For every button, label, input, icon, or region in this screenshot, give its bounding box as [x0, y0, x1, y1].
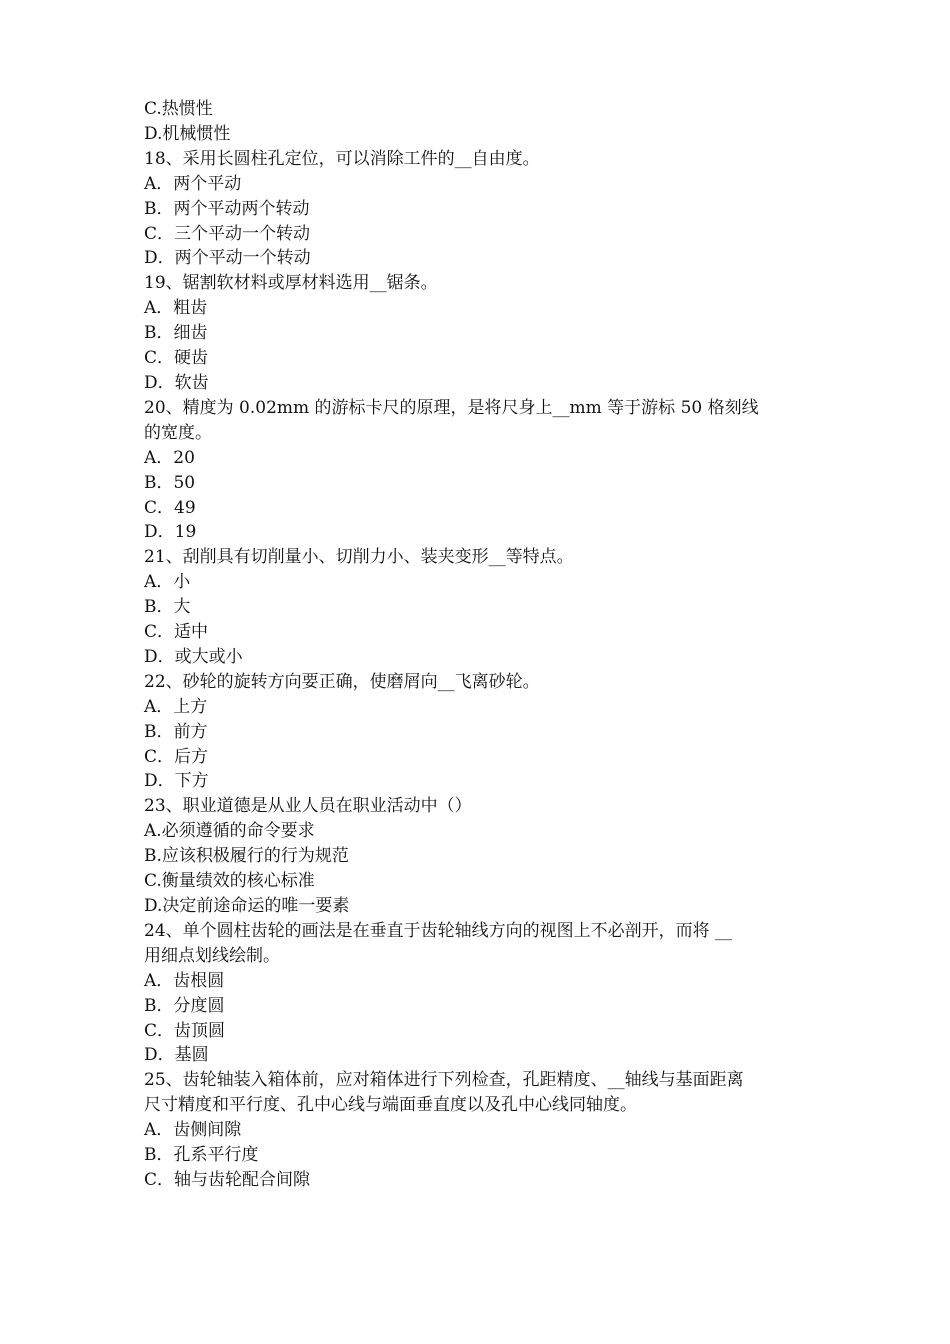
question-23: 23、职业道德是从业人员在职业活动中（） [144, 796, 472, 817]
q21-option-c: C．适中 [144, 622, 209, 643]
q24-option-a: A．齿根圆 [144, 970, 225, 991]
question-25-line-2: 尺寸精度和平行度、孔中心线与端面垂直度以及孔中心线同轴度。 [144, 1095, 637, 1116]
q19-option-d: D．软齿 [144, 372, 209, 393]
question-24-line-1: 24、单个圆柱齿轮的画法是在垂直于齿轮轴线方向的视图上不必剖开，而将 __ [144, 920, 733, 941]
q22-option-b: B．前方 [144, 721, 208, 742]
q20-option-a: A．20 [144, 447, 195, 468]
q18-option-a: A．两个平动 [144, 173, 242, 194]
q24-option-b: B．分度圆 [144, 995, 225, 1016]
q23-option-a: A.必须遵循的命令要求 [144, 821, 315, 842]
question-25-line-1: 25、齿轮轴装入箱体前，应对箱体进行下列检查，孔距精度、__轴线与基面距离 [144, 1070, 744, 1091]
q22-option-c: C．后方 [144, 746, 209, 767]
question-20-line-1: 20、精度为 0.02mm 的游标卡尺的原理，是将尺身上__mm 等于游标 50 格刻线 [144, 397, 759, 418]
q24-option-d: D．基圆 [144, 1045, 209, 1066]
q25-option-a: A．齿侧间隙 [144, 1120, 242, 1141]
question-20-line-2: 的宽度。 [144, 422, 212, 443]
q18-option-d: D．两个平动一个转动 [144, 248, 311, 269]
document-body [144, 97, 810, 1193]
q21-option-d: D．或大或小 [144, 646, 243, 667]
question-24-line-2: 用细点划线绘制。 [144, 945, 280, 966]
q23-option-c: C.衡量绩效的核心标准 [144, 871, 315, 892]
question-19: 19、锯割软材料或厚材料选用__锯条。 [144, 273, 438, 294]
q23-option-b: B.应该积极履行的行为规范 [144, 846, 349, 867]
option-d-mechanical-inertia: D.机械惯性 [144, 123, 231, 144]
q20-option-b: B．50 [144, 472, 196, 493]
q24-option-c: C．齿顶圆 [144, 1020, 226, 1041]
q21-option-a: A．小 [144, 572, 191, 593]
q20-option-c: C．49 [144, 497, 196, 518]
q19-option-a: A．粗齿 [144, 298, 208, 319]
question-18: 18、采用长圆柱孔定位，可以消除工件的__自由度。 [144, 148, 540, 169]
q22-option-d: D．下方 [144, 771, 209, 792]
option-c-thermal-inertia: C.热惯性 [144, 99, 213, 119]
q23-option-d: D.决定前途命运的唯一要素 [144, 896, 350, 916]
q19-option-b: B．细齿 [144, 323, 208, 344]
q22-option-a: A．上方 [144, 696, 208, 717]
question-21: 21、刮削具有切削量小、切削力小、装夹变形__等特点。 [144, 547, 574, 568]
q25-option-c: C．轴与齿轮配合间隙 [144, 1169, 311, 1190]
q21-option-b: B．大 [144, 597, 191, 618]
q25-option-b: B．孔系平行度 [144, 1145, 259, 1166]
q18-option-b: B．两个平动两个转动 [144, 198, 310, 219]
question-22: 22、砂轮的旋转方向要正确，使磨屑向__飞离砂轮。 [144, 671, 540, 692]
q19-option-c: C．硬齿 [144, 348, 209, 369]
q20-option-d: D．19 [144, 522, 197, 543]
q18-option-c: C．三个平动一个转动 [144, 223, 311, 244]
